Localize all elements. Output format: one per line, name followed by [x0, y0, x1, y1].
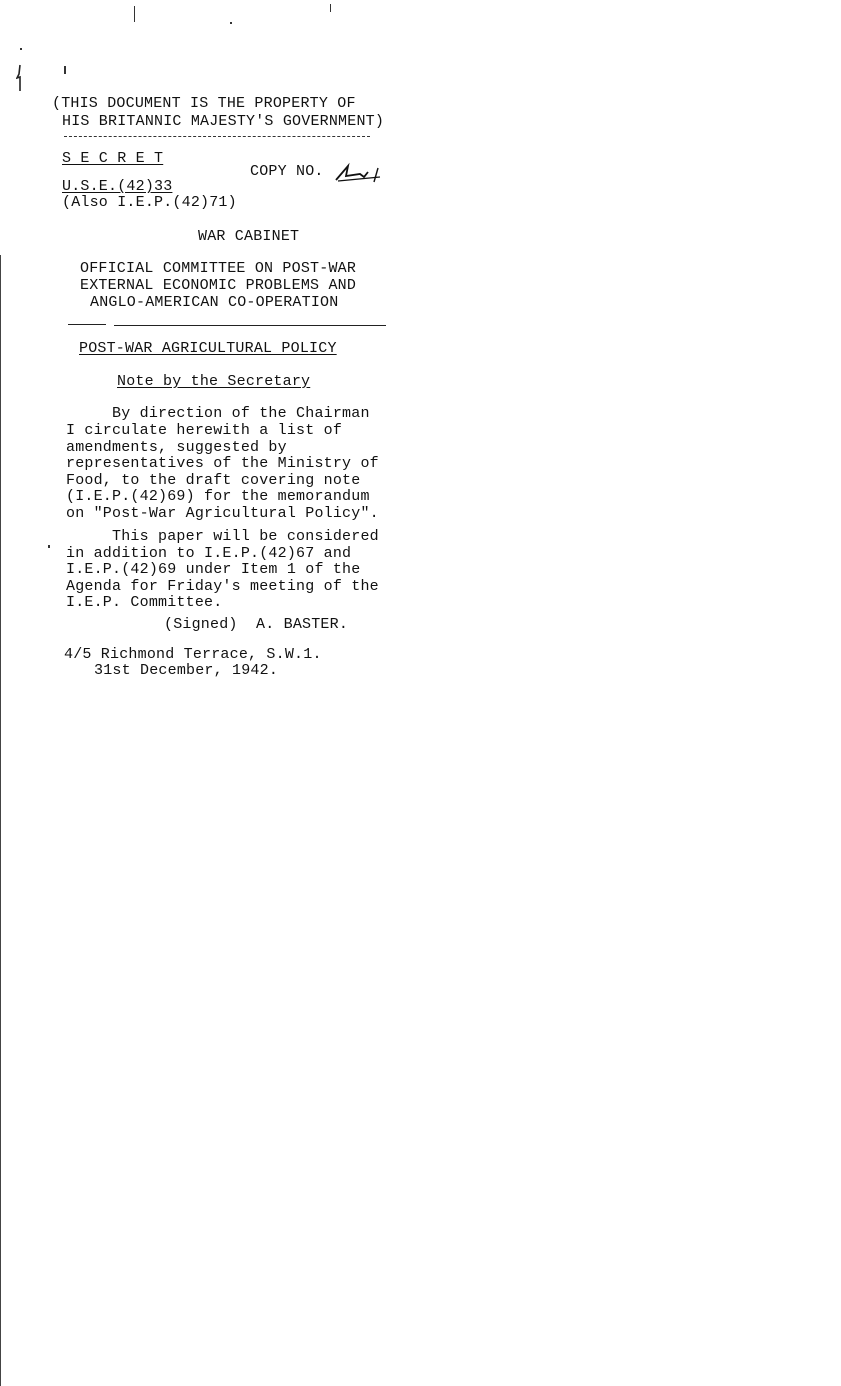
property-notice-line-2: HIS BRITANNIC MAJESTY'S GOVERNMENT)	[62, 113, 385, 130]
divider-rule-short	[68, 324, 106, 325]
paragraph-1-line: on "Post-War Agricultural Policy".	[66, 505, 379, 522]
margin-pen-mark	[16, 64, 24, 92]
paragraph-2-line: I.E.P. Committee.	[66, 594, 223, 611]
copy-number-label: COPY NO.	[250, 163, 324, 180]
document-reference: U.S.E.(42)33	[62, 178, 173, 195]
scan-speck	[64, 66, 66, 74]
committee-line-2: EXTERNAL ECONOMIC PROBLEMS AND	[80, 277, 357, 294]
scan-speck	[134, 6, 135, 22]
copy-number-value	[334, 162, 386, 184]
date-line: 31st December, 1942.	[94, 662, 279, 679]
paragraph-1-line: Food, to the draft covering note	[66, 472, 361, 489]
scan-speck	[48, 545, 50, 548]
paragraph-1-line: amendments, suggested by	[66, 439, 287, 456]
scan-speck	[20, 48, 22, 50]
paragraph-1-line: representatives of the Ministry of	[66, 455, 379, 472]
address-line: 4/5 Richmond Terrace, S.W.1.	[64, 646, 322, 663]
scan-speck	[230, 22, 232, 24]
divider-rule-long	[114, 325, 386, 326]
paragraph-2-line: in addition to I.E.P.(42)67 and	[66, 545, 352, 562]
committee-line-1: OFFICIAL COMMITTEE ON POST-WAR	[80, 260, 357, 277]
paragraph-1-line: By direction of the Chairman	[66, 405, 370, 422]
signature-line: (Signed) A. BASTER.	[164, 616, 349, 633]
war-cabinet-heading: WAR CABINET	[198, 228, 300, 245]
document-subtitle: Note by the Secretary	[117, 373, 311, 390]
paragraph-2-line: This paper will be considered	[66, 528, 379, 545]
scan-speck	[330, 4, 331, 12]
document-title: POST-WAR AGRICULTURAL POLICY	[79, 340, 337, 357]
secret-marking: S E C R E T	[62, 150, 164, 167]
paragraph-2-line: Agenda for Friday's meeting of the	[66, 578, 379, 595]
property-notice-line-1: (THIS DOCUMENT IS THE PROPERTY OF	[52, 95, 356, 112]
paragraph-1-line: (I.E.P.(42)69) for the memorandum	[66, 488, 370, 505]
committee-line-3: ANGLO-AMERICAN CO-OPERATION	[90, 294, 339, 311]
document-alt-reference: (Also I.E.P.(42)71)	[62, 194, 237, 211]
scan-left-edge	[0, 255, 1, 1386]
paragraph-2-line: I.E.P.(42)69 under Item 1 of the	[66, 561, 361, 578]
paragraph-1-line: I circulate herewith a list of	[66, 422, 343, 439]
header-dashed-rule	[64, 136, 370, 137]
